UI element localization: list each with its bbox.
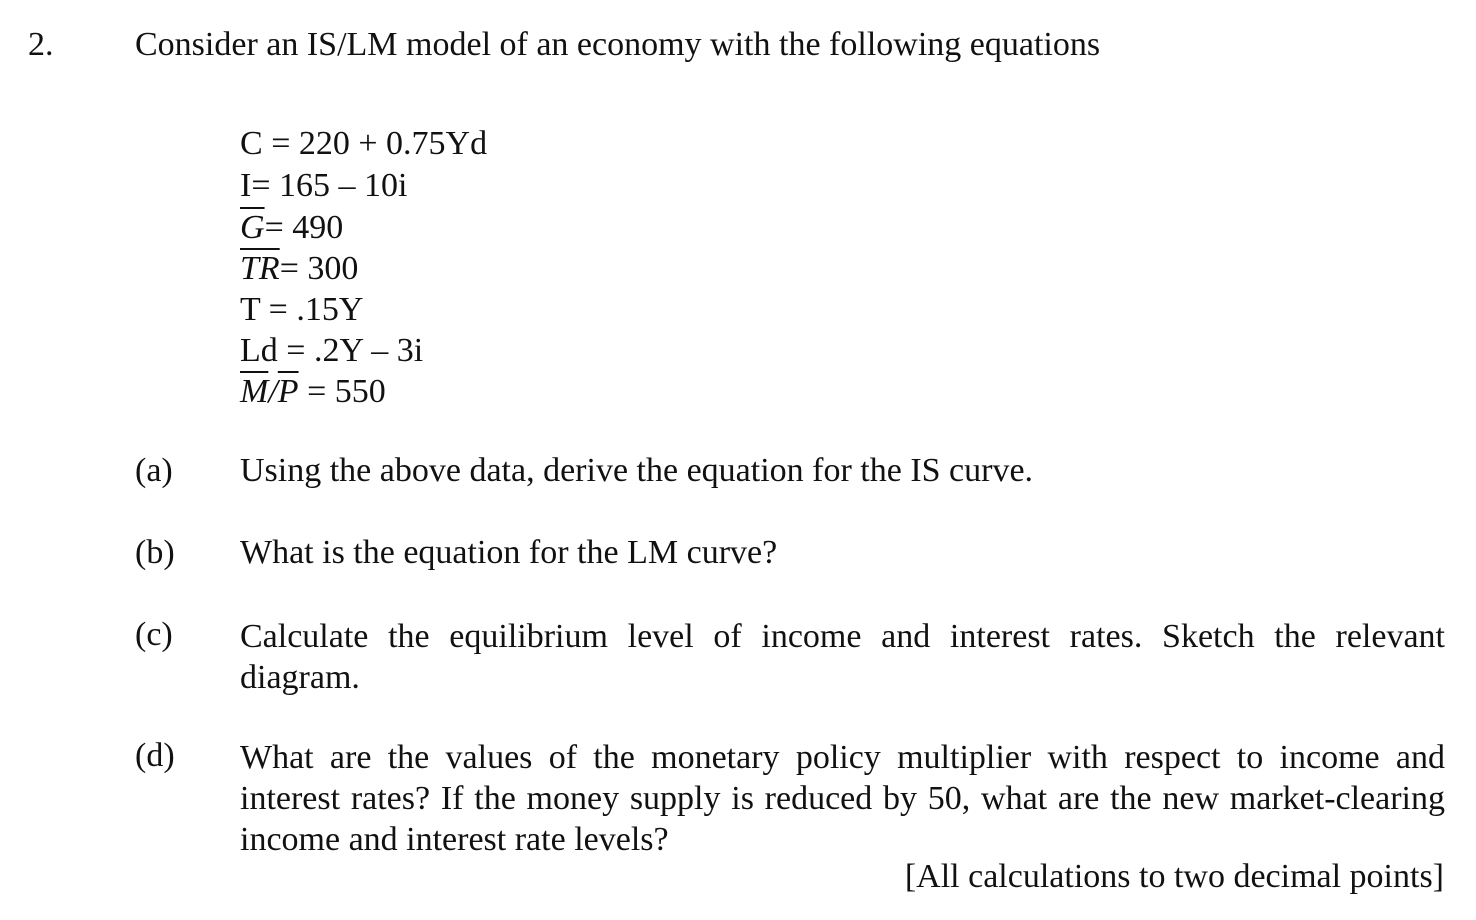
equation-rhs: = 220 + 0.75Yd <box>262 125 488 162</box>
equation-lhs: T <box>240 291 261 328</box>
part-a-text: Using the above data, derive the equation for the IS curve. <box>240 452 1034 489</box>
part-d-line: interest rates? If the money supply is reduced by 50, what are the new market-clearing <box>240 780 1445 817</box>
equation-investment <box>240 166 407 206</box>
question-intro: Consider an IS/LM model of an economy with the following equations <box>135 26 1101 63</box>
equation-lhs: C <box>240 125 263 162</box>
equation-taxes <box>240 290 363 330</box>
equation-government-spending <box>240 208 343 248</box>
question-number: 2. <box>28 26 54 63</box>
part-d-line: What are the values of the monetary policy multiplier with respect to income and <box>240 739 1445 776</box>
equation-rhs: = 300 <box>279 250 359 287</box>
part-c-label: (c) <box>135 616 173 653</box>
part-d-line: income and interest rate levels? <box>240 821 669 858</box>
equation-lhs-money: $\overline{M}$ <box>240 373 269 410</box>
equation-rhs: = 550 <box>298 373 386 410</box>
equation-lhs: $\overline{TR}$ <box>240 250 280 287</box>
part-c-text <box>240 616 1445 698</box>
equation-lhs: Ld <box>240 332 278 369</box>
equation-rhs: = 490 <box>264 209 344 246</box>
part-d-label: (d) <box>135 737 175 774</box>
equation-consumption <box>240 124 487 164</box>
part-c-line: diagram. <box>240 659 360 696</box>
equation-transfers <box>240 249 358 289</box>
part-b-label: (b) <box>135 534 175 571</box>
calculation-note: [All calculations to two decimal points] <box>904 858 1444 895</box>
equation-rhs: = 165 – 10i <box>251 167 408 204</box>
part-b-text: What is the equation for the LM curve? <box>240 534 778 571</box>
equation-slash: / <box>268 373 278 410</box>
part-c-line: Calculate the equilibrium level of income and interest rates. Sketch the relevant <box>240 618 1445 655</box>
equation-rhs: = .2Y – 3i <box>277 332 424 369</box>
part-d-text <box>240 737 1445 860</box>
equation-lhs: $\overline{G}$ <box>240 209 265 246</box>
equation-rhs: = .15Y <box>260 291 364 328</box>
equation-lhs-price: $\overline{P}$ <box>277 373 299 410</box>
equation-money-demand <box>240 331 423 371</box>
part-a-label: (a) <box>135 452 173 489</box>
equation-real-money-supply <box>240 372 386 412</box>
equation-lhs: I <box>240 167 252 204</box>
